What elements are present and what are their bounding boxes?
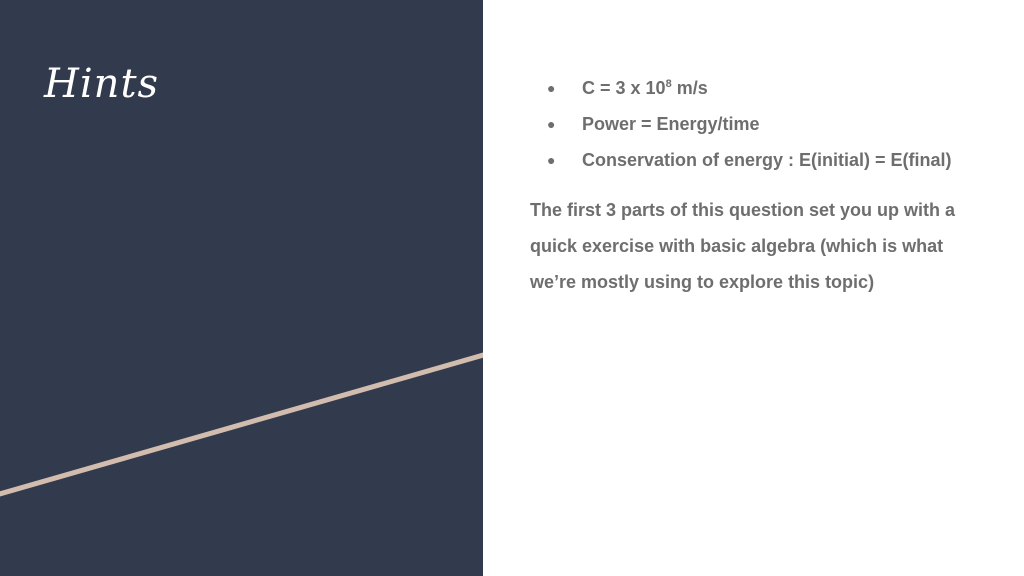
hint-text-suffix: m/s bbox=[671, 78, 708, 98]
bullet-icon: ● bbox=[547, 152, 556, 168]
bullet-icon: ● bbox=[547, 80, 556, 96]
hint-text: Conservation of energy : E(initial) = E(final) bbox=[582, 150, 952, 170]
hint-list bbox=[530, 70, 990, 178]
hint-exponent: 8 bbox=[665, 78, 672, 90]
description-paragraph: The first 3 parts of this question set you up with a quick exercise with basic algebra (which is what we’re mostly using to explore this topic) bbox=[530, 200, 956, 292]
accent-diagonal-line bbox=[0, 0, 483, 576]
hint-item-speed-of-light bbox=[530, 70, 990, 106]
hint-text: Power = Energy/time bbox=[582, 114, 760, 134]
title-panel bbox=[0, 0, 483, 576]
content-panel bbox=[530, 70, 990, 300]
hint-item-conservation bbox=[530, 142, 990, 178]
hint-item-power bbox=[530, 106, 990, 142]
slide-title: Hints bbox=[44, 61, 160, 107]
hint-text-prefix: C = 3 x 10 bbox=[582, 78, 666, 98]
bullet-icon: ● bbox=[547, 116, 556, 132]
